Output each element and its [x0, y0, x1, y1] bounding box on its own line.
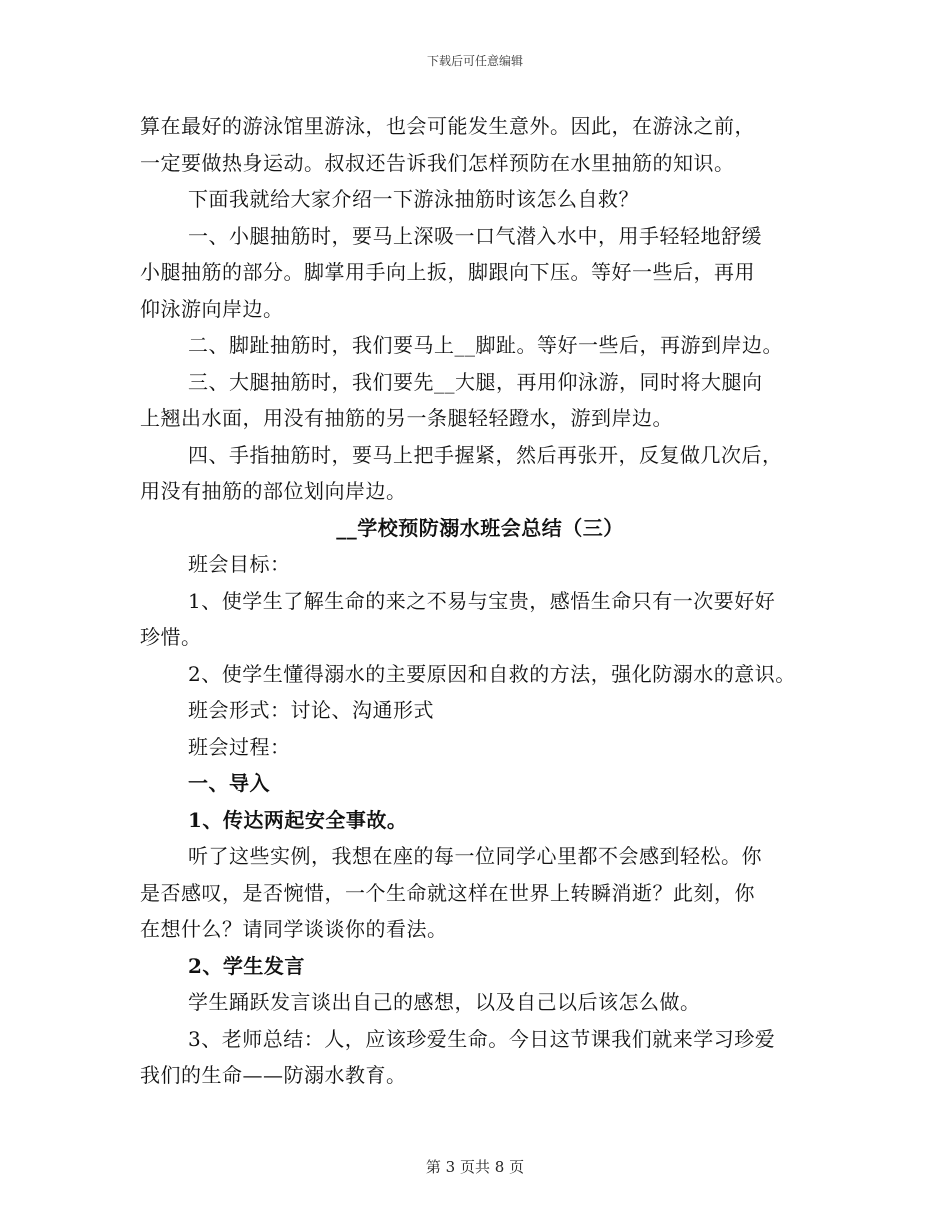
paragraph-line: 珍惜。	[140, 625, 202, 649]
paragraph-line: 1、使学生了解生命的来之不易与宝贵，感悟生命只有一次要好好	[188, 588, 776, 613]
subheading: 2、学生发言	[188, 953, 305, 978]
paragraph-line: 我们的生命——防溺水教育。	[140, 1063, 407, 1087]
paragraph-line: 二、脚趾抽筋时，我们要马上__脚趾。等好一些后，再游到岸边。	[188, 333, 783, 357]
document-body	[140, 108, 820, 1094]
paragraph-line: 一定要做热身运动。叔叔还告诉我们怎样预防在水里抽筋的知识。	[140, 150, 735, 175]
paragraph-line: 学生踊跃发言谈出自己的感想，以及自己以后该怎么做。	[188, 990, 701, 1014]
paragraph-line: 班会形式：讨论、沟通形式	[188, 698, 434, 722]
paragraph-line: 用没有抽筋的部位划向岸边。	[140, 479, 407, 503]
page-header: 下载后可任意编辑	[426, 54, 523, 68]
paragraph-line: 小腿抽筋的部分。脚掌用手向上扳，脚跟向下压。等好一些后，再用	[140, 260, 755, 284]
page-footer: 第 3 页共 8 页	[425, 1158, 525, 1176]
paragraph-line: 下面我就给大家介绍一下游泳抽筋时该怎么自救？	[188, 187, 639, 211]
paragraph-line: 2、使学生懂得溺水的主要原因和自救的方法，强化防溺水的意识。	[188, 661, 796, 686]
paragraph-line: 听了这些实例，我想在座的每一位同学心里都不会感到轻松。你	[188, 844, 762, 868]
paragraph-line: 班会过程：	[188, 734, 291, 759]
paragraph-line: 班会目标：	[188, 552, 291, 576]
paragraph-line: 算在最好的游泳馆里游泳，也会可能发生意外。因此，在游泳之前，	[140, 114, 755, 138]
paragraph-line: 四、手指抽筋时，要马上把手握紧，然后再张开，反复做几次后，	[188, 442, 783, 467]
subheading: 一、导入	[188, 771, 270, 795]
section-title: __学校预防溺水班会总结（三）	[336, 515, 624, 540]
paragraph-line: 在想什么？请同学谈谈你的看法。	[140, 917, 448, 941]
paragraph-line: 是否感叹，是否惋惜，一个生命就这样在世界上转瞬消逝？此刻，你	[140, 880, 755, 905]
paragraph-line: 三、大腿抽筋时，我们要先__大腿，再用仰泳游，同时将大腿向	[188, 369, 763, 394]
paragraph-line: 3、老师总结：人，应该珍爱生命。今日这节课我们就来学习珍爱	[188, 1026, 776, 1051]
paragraph-line: 一、小腿抽筋时，要马上深吸一口气潜入水中，用手轻轻地舒缓	[188, 223, 762, 248]
paragraph-line: 仰泳游向岸边。	[140, 296, 284, 321]
subheading: 1、传达两起安全事故。	[188, 807, 408, 832]
paragraph-line: 上翘出水面，用没有抽筋的另一条腿轻轻蹬水，游到岸边。	[140, 406, 673, 430]
